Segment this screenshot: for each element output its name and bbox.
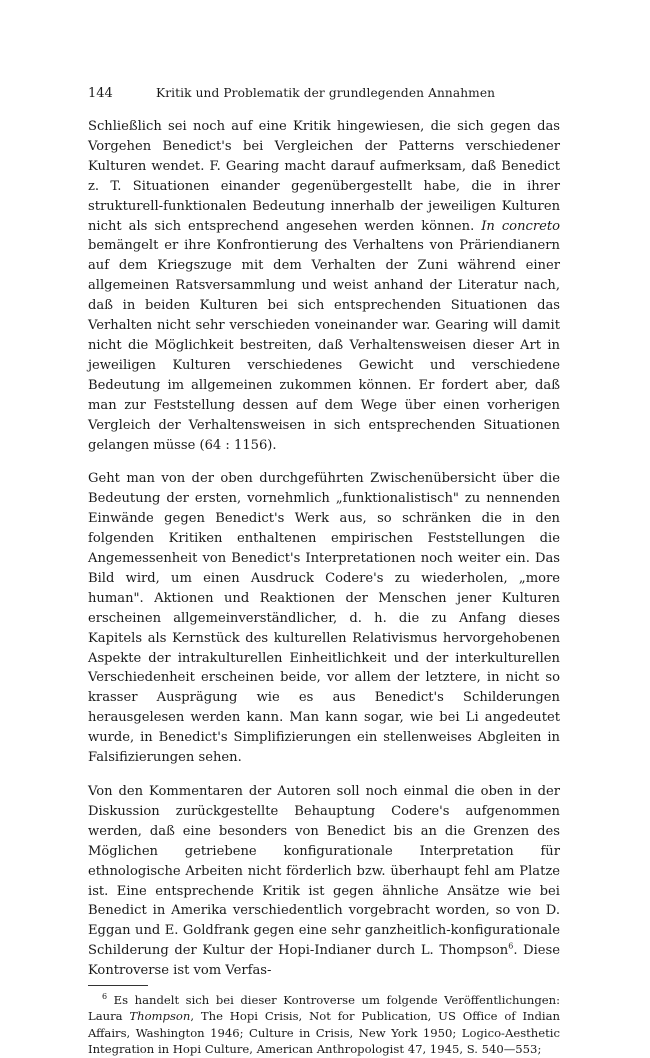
paragraph-3-text-b: . Diese Kontroverse ist vom Verfas- <box>88 943 560 979</box>
book-page <box>88 86 560 1058</box>
running-head: Kritik und Problematik der grundlegenden Annahmen <box>156 86 496 100</box>
paragraph-2 <box>88 469 560 768</box>
page-header <box>88 86 560 108</box>
footnote-italic: Thompson <box>129 1009 191 1024</box>
footnote-marker: 6 <box>102 992 108 1002</box>
footnote-text-a: Es handelt sich bei dieser Kontroverse um folgende Veröffentlichungen: Laura <box>88 993 560 1024</box>
paragraph-1 <box>88 117 560 455</box>
footnote-reference: 6 <box>508 941 514 951</box>
footnote-divider <box>88 985 148 986</box>
paragraph-2-text: Geht man von der oben durchgeführten Zwischenübersicht über die Bedeutung der ersten, vornehmlich „funktionalistisch" zu nennenden Einwände gegen Benedict's Werk aus, so schränken die in den folgenden Kritiken enthaltenen empirischen Feststellungen die Angemessenheit von Benedict's Interpretationen noch weiter ein. Das Bild wird, um einen Ausdruck Codere's zu wiederholen, „more human". Aktionen und Reaktionen der Menschen jener Kulturen erscheinen allgemeinverständlicher, d. h. die zu Anfang dieses Kapitels als Kernstück des kulturellen Relativismus hervorgehobenen Aspekte der intrakulturellen Einheitlichkeit und der interkulturellen Verschiedenheit erscheinen beide, vor allem der letztere, in nicht so krasser Ausprägung wie es aus Benedict's Schilderungen herausgelesen werden kann. Man kann sogar, wie bei Li angedeutet wurde, in Benedict's Simplifizierungen ein stellenweises Abgleiten in Falsifizierungen sehen. <box>88 471 560 766</box>
paragraph-3-text-a: Von den Kommentaren der Autoren soll noch einmal die oben in der Diskussion zurückgestellte Behauptung Codere's aufgenommen werden, daß eine besonders von Benedict bis an die Grenzen des Möglichen getriebene konfigurationale Interpretation für ethnologische Arbeiten nicht förderlich bzw. überhaupt fehl am Platze ist. Eine entsprechende Kritik ist gegen ähnliche Ansätze wie bei Benedict in Amerika verschiedentlich vorgebracht worden, so von D. Eggan und E. Goldfrank gegen eine sehr ganzheitlich-konfigurationale Schilderung der Kultur der Hopi-Indianer durch L. Thompson <box>88 784 560 959</box>
paragraph-3 <box>88 782 560 981</box>
paragraph-1-text-a: Schließlich sei noch auf eine Kritik hingewiesen, die sich gegen das Vorgehen Benedict's bei Vergleichen der Patterns verschiedener Kulturen wendet. F. Gearing macht darauf aufmerksam, daß Benedict z. T. Situationen einander gegenübergestellt habe, die in ihrer strukturell-funktionalen Bedeutung innerhalb der jeweiligen Kulturen nicht als sich entsprechend angesehen werden können. <box>88 119 560 234</box>
page-number: 144 <box>88 86 113 101</box>
footnote <box>88 992 560 1058</box>
paragraph-1-text-b: bemängelt er ihre Konfrontierung des Verhaltens von Präriendianern auf dem Kriegszuge mit dem Verhalten der Zuni während einer allgemeinen Ratsversammlung und weist anhand der Literatur nach, daß in beiden Kulturen bei sich entsprechenden Situationen das Verhalten nicht sehr verschieden voneinander war. Gearing will damit nicht die Möglichkeit bestreiten, daß Verhaltensweisen dieser Art in jeweiligen Kulturen verschiedenes Gewicht und verschiedene Bedeutung im allgemeinen zukommen können. Er fordert aber, daß man zur Feststellung dessen auf dem Wege über einen vorherigen Vergleich der Verhaltensweisen in sich entsprechenden Situationen gelangen müsse (64 : 1156). <box>88 238 560 453</box>
footnote-text-b: , The Hopi Crisis, Not for Publication, US Office of Indian Affairs, Washington 1946; Culture in Crisis, New York 1950; Logico-Aesthetic Integration in Hopi Culture, American Anthropologist 47, 1945, S. 540—553; <box>88 1009 561 1057</box>
paragraph-1-italic: In concreto <box>481 218 560 234</box>
